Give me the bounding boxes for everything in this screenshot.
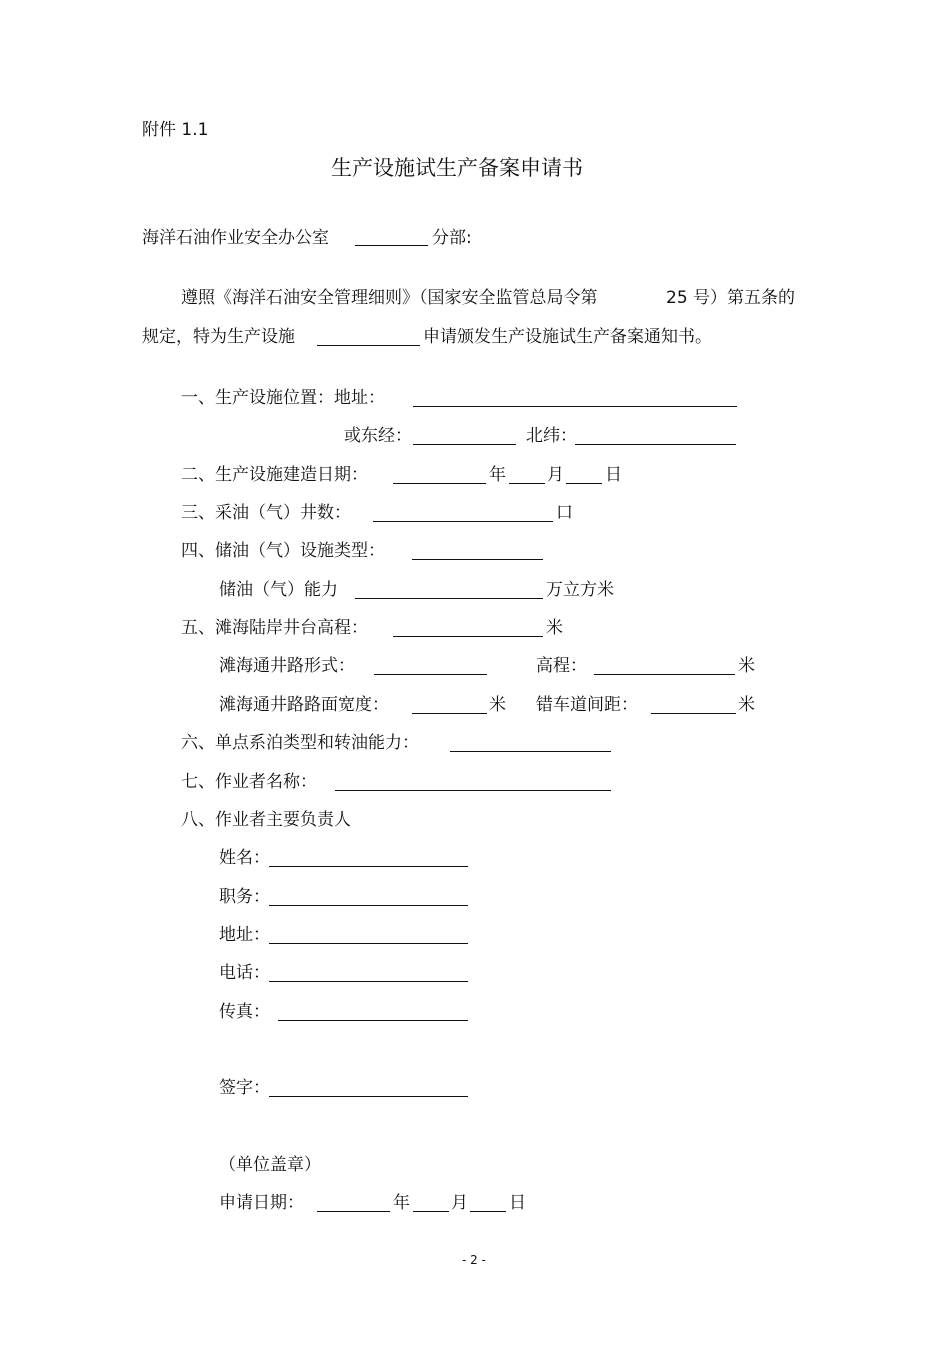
apply-date-label: 申请日期： [219, 1193, 304, 1213]
item1-label: 一、生产设施位置：地址： [181, 388, 385, 408]
apply-year-label: 年 [393, 1193, 410, 1213]
passing-gap-unit: 米 [738, 695, 755, 715]
person-address-blank[interactable] [269, 943, 468, 944]
platform-elevation-blank[interactable] [393, 636, 543, 637]
road-form-label: 滩海通井路形式： [219, 656, 355, 676]
build-year-blank[interactable] [393, 483, 486, 484]
item6-label: 六、单点系泊类型和转油能力： [181, 733, 419, 753]
platform-elevation-unit: 米 [546, 618, 563, 638]
person-fax-blank[interactable] [278, 1020, 468, 1021]
location-address-blank[interactable] [413, 406, 737, 407]
storage-capacity-blank[interactable] [355, 598, 543, 599]
item2-label: 二、生产设施建造日期： [181, 465, 368, 485]
seal-label: （单位盖章） [219, 1155, 321, 1175]
apply-month-blank[interactable] [413, 1211, 449, 1212]
storage-type-blank[interactable] [412, 559, 543, 560]
person-address-label: 地址： [219, 925, 270, 945]
passing-gap-label: 错车道间距： [536, 695, 638, 715]
north-latitude-blank[interactable] [575, 444, 736, 445]
addressee-suffix: 分部: [432, 228, 472, 248]
item7-label: 七、作业者名称： [181, 772, 317, 792]
east-longitude-blank[interactable] [413, 444, 516, 445]
page-number: - 2 - [462, 1253, 486, 1267]
item4-label: 四、储油（气）设施类型： [181, 541, 385, 561]
attachment-label: 附件 1.1 [142, 120, 209, 140]
branch-blank[interactable] [355, 245, 428, 246]
road-elevation-blank[interactable] [594, 674, 735, 675]
person-name-label: 姓名： [219, 848, 270, 868]
apply-year-blank[interactable] [317, 1211, 390, 1212]
intro-line2b: 申请颁发生产设施试生产备案通知书。 [423, 327, 712, 347]
build-month-blank[interactable] [509, 483, 545, 484]
east-longitude-label: 或东经： [344, 426, 412, 446]
item8-label: 八、作业者主要负责人 [181, 810, 351, 830]
signature-blank[interactable] [269, 1096, 468, 1097]
well-count-blank[interactable] [373, 521, 553, 522]
storage-capacity-unit: 万立方米 [546, 580, 614, 600]
apply-day-label: 日 [509, 1193, 526, 1213]
north-latitude-label: 北纬： [526, 426, 577, 446]
person-phone-blank[interactable] [269, 981, 468, 982]
operator-name-blank[interactable] [335, 790, 611, 791]
build-month-label: 月 [547, 465, 564, 485]
road-elevation-label: 高程： [536, 656, 587, 676]
road-form-blank[interactable] [374, 674, 487, 675]
signature-label: 签字： [219, 1078, 270, 1098]
intro-line2a: 规定，特为生产设施 [142, 327, 295, 347]
document-title: 生产设施试生产备案申请书 [331, 156, 583, 180]
well-count-unit: 口 [556, 503, 573, 523]
mooring-blank[interactable] [450, 751, 611, 752]
build-day-blank[interactable] [566, 483, 602, 484]
intro-line1a: 遵照《海洋石油安全管理细则》（国家安全监管总局令第 [181, 288, 598, 308]
item5-label: 五、滩海陆岸井台高程： [181, 618, 368, 638]
road-elevation-unit: 米 [738, 656, 755, 676]
facility-name-blank[interactable] [317, 345, 420, 346]
person-name-blank[interactable] [269, 866, 468, 867]
apply-day-blank[interactable] [470, 1211, 506, 1212]
person-fax-label: 传真： [219, 1002, 270, 1022]
build-day-label: 日 [605, 465, 622, 485]
passing-gap-blank[interactable] [651, 713, 736, 714]
storage-capacity-label: 储油（气）能力 [219, 580, 338, 600]
road-width-blank[interactable] [412, 713, 487, 714]
road-width-label: 滩海通井路路面宽度： [219, 695, 389, 715]
person-phone-label: 电话： [219, 963, 270, 983]
person-position-label: 职务： [219, 887, 270, 907]
item3-label: 三、采油（气）井数： [181, 503, 351, 523]
apply-month-label: 月 [451, 1193, 468, 1213]
intro-line1b: 25 号）第五条的 [666, 288, 796, 308]
addressee-org: 海洋石油作业安全办公室 [142, 228, 329, 248]
build-year-label: 年 [489, 465, 506, 485]
road-width-unit: 米 [489, 695, 506, 715]
person-position-blank[interactable] [269, 905, 468, 906]
